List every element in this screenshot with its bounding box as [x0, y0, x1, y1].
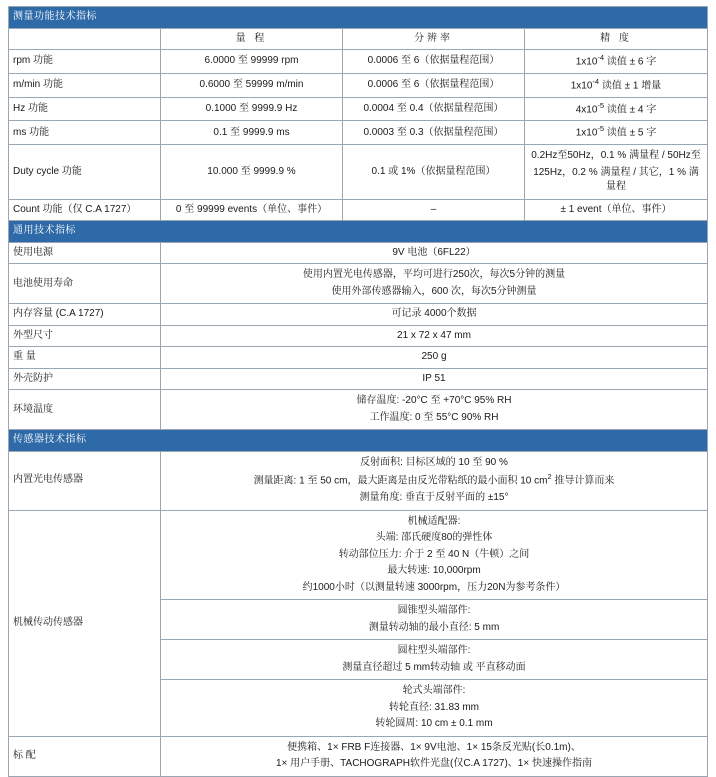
table-row	[9, 242, 708, 264]
row-accuracy: $4x10^{-5}$ 读值 ± 4 字	[525, 97, 708, 121]
table-row	[9, 390, 708, 430]
accuracy-line: 0.2Hz至50Hz，0.1 % 满量程 / 50Hz至	[531, 150, 701, 162]
value-line: 测量直径超过 5 mm转动轴 或 平直移动面	[342, 661, 526, 673]
value-line: 1× 用户手册、TACHOGRAPH软件光盘(仅C.A 1727)、1× 快速操作指南	[276, 758, 592, 770]
table-row	[9, 121, 708, 145]
row-value-group	[161, 510, 708, 600]
row-value	[161, 390, 708, 430]
header-range: 量 程	[161, 28, 343, 50]
row-value: 21 x 72 x 47 mm	[161, 325, 708, 347]
row-value: 250 g	[161, 347, 708, 369]
row-range: 0.1000 至 9999.9 Hz	[161, 97, 343, 121]
value-line: 使用内置光电传感器，平均可进行250次，每次5分钟的测量	[302, 269, 566, 281]
row-label: 环境温度	[9, 390, 161, 430]
row-label: 标 配	[9, 736, 161, 776]
row-label: 重 量	[9, 347, 161, 369]
row-label: 机械传动传感器	[9, 510, 161, 736]
row-resolution: 0.0003 至 0.3（依据量程范围）	[343, 121, 525, 145]
value-line: 储存温度: -20°C 至 +70°C 95% RH	[356, 395, 512, 407]
table-row	[9, 97, 708, 121]
row-range: 0.1 至 9999.9 ms	[161, 121, 343, 145]
section-header-sensor	[9, 430, 708, 452]
row-resolution: 0.0004 至 0.4（依据量程范围）	[343, 97, 525, 121]
row-value: 可记录 4000个数据	[161, 304, 708, 326]
table-row	[9, 264, 708, 304]
section-title: 传感器技术指标	[9, 430, 708, 452]
row-label: Count 功能（仅 C.A 1727）	[9, 199, 161, 221]
table-row	[9, 368, 708, 390]
row-value-group	[161, 640, 708, 680]
row-label: 使用电源	[9, 242, 161, 264]
row-accuracy	[525, 145, 708, 200]
value-line: 测量距离: 1 至 50 cm，最大距离是由反光带粘纸的最小面积 10 $cm^2$ 推导计算而来	[253, 472, 615, 487]
measure-column-headers	[9, 28, 708, 50]
row-label: 电池使用寿命	[9, 264, 161, 304]
accuracy-line: 125Hz，0.2 % 满量程 / 其它，1 % 满量程	[533, 166, 699, 193]
header-blank	[9, 28, 161, 50]
value-line: 约1000小时（以测量转速 3000rpm，压力20N为参考条件）	[302, 581, 566, 593]
value-line: 测量转动轴的最小直径: 5 mm	[368, 621, 500, 633]
row-label: 内置光电传感器	[9, 451, 161, 510]
header-resolution: 分辨率	[343, 28, 525, 50]
section-title: 测量功能技术指标	[9, 7, 708, 29]
row-range: 6.0000 至 99999 rpm	[161, 50, 343, 74]
value-line: 机械适配器:	[407, 515, 461, 527]
row-resolution: 0.0006 至 6（依据量程范围）	[343, 50, 525, 74]
header-accuracy: 精 度	[525, 28, 708, 50]
row-range: 0 至 99999 events（单位、事件）	[161, 199, 343, 221]
row-label: 外型尺寸	[9, 325, 161, 347]
row-value: IP 51	[161, 368, 708, 390]
table-row	[9, 510, 708, 600]
row-resolution: –	[343, 199, 525, 221]
row-accuracy: ± 1 event（单位、事件）	[525, 199, 708, 221]
row-value	[161, 451, 708, 510]
row-label: Duty cycle 功能	[9, 145, 161, 200]
value-line: 便携箱、1× FRB F连接器、1× 9V电池、1× 15条反光贴(长0.1m)、	[287, 741, 581, 753]
value-line: 转轮圆周: 10 cm ± 0.1 mm	[375, 718, 493, 730]
value-line: 测量角度: 垂直于反射平面的 ±15°	[359, 492, 509, 504]
row-value-group	[161, 680, 708, 737]
row-label: m/min 功能	[9, 73, 161, 97]
row-resolution: 0.0006 至 6（依据量程范围）	[343, 73, 525, 97]
row-label: Hz 功能	[9, 97, 161, 121]
row-value	[161, 264, 708, 304]
table-row	[9, 347, 708, 369]
row-label: rpm 功能	[9, 50, 161, 74]
specification-table	[8, 6, 708, 777]
table-row	[9, 325, 708, 347]
row-range: 10.000 至 9999.9 %	[161, 145, 343, 200]
section-header-measure	[9, 7, 708, 29]
value-line: 转动部位压力: 介于 2 至 40 N（牛顿）之间	[338, 548, 530, 560]
row-accuracy: $1x10^{-5}$ 读值 ± 5 字	[525, 121, 708, 145]
value-line: 圆柱型头端部件:	[397, 645, 471, 657]
table-row	[9, 73, 708, 97]
table-row	[9, 736, 708, 776]
section-title: 通用技术指标	[9, 221, 708, 243]
value-line: 转轮直径: 31.83 mm	[388, 701, 480, 713]
row-label: 内存容量 (C.A 1727)	[9, 304, 161, 326]
value-line: 反射面积: 目标区域的 10 至 90 %	[360, 456, 508, 468]
value-line: 头端: 邵氏硬度80的弹性体	[375, 532, 493, 544]
value-line: 工作温度: 0 至 55°C 90% RH	[369, 411, 499, 423]
value-line: 最大转速: 10,000rpm	[387, 565, 481, 577]
table-row	[9, 451, 708, 510]
row-value-group	[161, 600, 708, 640]
row-label: 外壳防护	[9, 368, 161, 390]
value-line: 轮式头端部件:	[402, 685, 466, 697]
table-row	[9, 199, 708, 221]
row-value: 9V 电池（6FL22）	[161, 242, 708, 264]
row-accuracy: $1x10^{-4}$ 读值 ± 6 字	[525, 50, 708, 74]
row-accuracy: $1x10^{-4}$ 读值 ± 1 增量	[525, 73, 708, 97]
table-row	[9, 145, 708, 200]
row-resolution: 0.1 或 1%（依据量程范围）	[343, 145, 525, 200]
row-range: 0.6000 至 59999 m/min	[161, 73, 343, 97]
row-value	[161, 736, 708, 776]
table-row	[9, 50, 708, 74]
row-label: ms 功能	[9, 121, 161, 145]
value-line: 圆锥型头端部件:	[397, 605, 471, 617]
spec-sheet	[8, 6, 708, 777]
table-row	[9, 304, 708, 326]
section-header-general	[9, 221, 708, 243]
value-line: 使用外部传感器输入，600 次，每次5分钟测量	[331, 285, 537, 297]
